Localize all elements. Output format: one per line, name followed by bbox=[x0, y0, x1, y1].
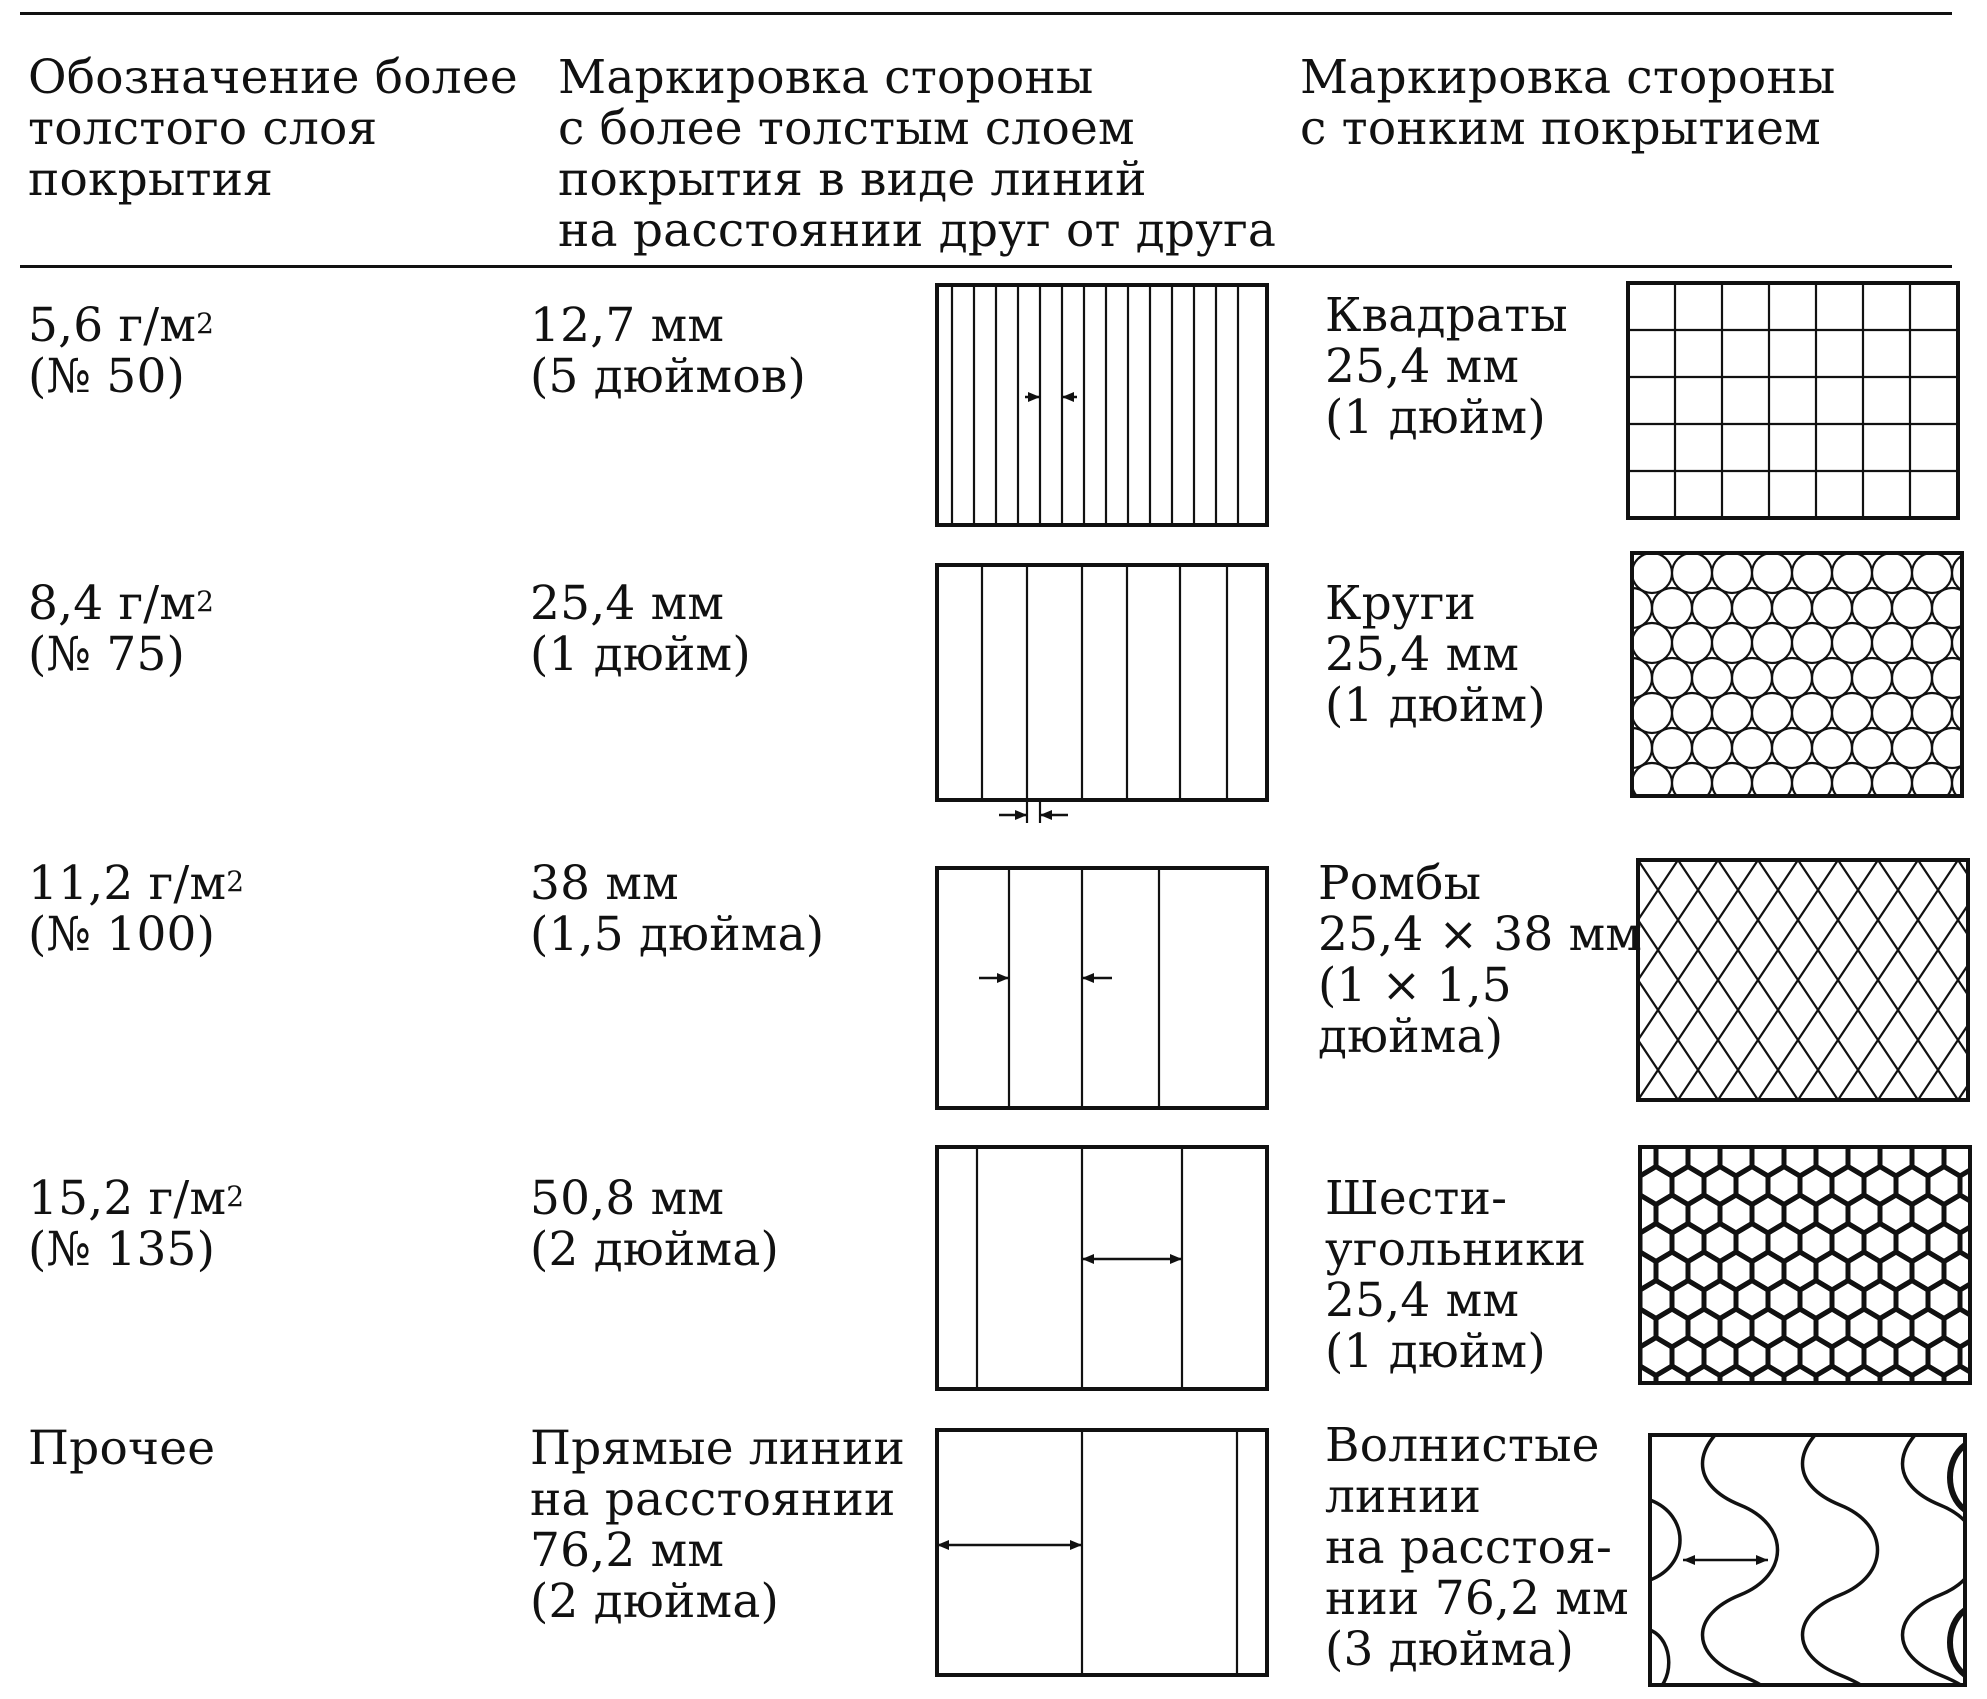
coating-weight: Прочее bbox=[28, 1421, 216, 1476]
thin-side-marking-label: Волнистые линии на расстоя- нии 76,2 мм (3 дюйма) bbox=[1325, 1418, 1629, 1677]
line-spacing: 38 мм (1,5 дюйма) bbox=[530, 856, 825, 962]
diamonds-pattern-icon bbox=[1638, 860, 1968, 1100]
thin-side-marking-label: Ромбы 25,4 × 38 мм (1 × 1,5 дюйма) bbox=[1318, 856, 1643, 1064]
header-coating-designation: Обозначение более толстого слоя покрытия bbox=[28, 50, 518, 207]
table-top-rule bbox=[20, 12, 1952, 15]
header-bottom-rule bbox=[20, 265, 1952, 268]
coating-number: (№ 50) bbox=[28, 349, 186, 404]
coating-weight: 8,4 $г/м^2$ bbox=[28, 576, 215, 631]
coating-number: (№ 75) bbox=[28, 627, 186, 682]
line-spacing: Прямые линии на расстоянии 76,2 мм (2 дюйма) bbox=[530, 1421, 906, 1629]
thin-side-marking-label: Квадраты 25,4 мм (1 дюйм) bbox=[1325, 288, 1568, 445]
vertical-lines-50-8mm-icon bbox=[937, 1147, 1267, 1389]
header-thin-side-marking: Маркировка стороны с тонким покрытием bbox=[1300, 50, 1836, 156]
circles-pattern-icon bbox=[1632, 553, 1962, 796]
hexagons-pattern-icon bbox=[1640, 1147, 1970, 1383]
vertical-lines-38mm-icon bbox=[937, 868, 1267, 1108]
vertical-lines-12-7mm-icon bbox=[937, 285, 1267, 525]
coating-weight: 15,2 $г/м^2$ bbox=[28, 1171, 245, 1226]
vertical-lines-76-2mm-icon bbox=[937, 1430, 1267, 1675]
header-thick-side-marking: Маркировка стороны с более толстым слоем покрытия в виде линий на расстоянии друг от друга bbox=[558, 50, 1277, 258]
thin-side-marking-label: Шести- угольники 25,4 мм (1 дюйм) bbox=[1325, 1171, 1587, 1379]
coating-number: (№ 100) bbox=[28, 907, 216, 962]
line-spacing: 12,7 мм (5 дюймов) bbox=[530, 298, 807, 404]
line-spacing: 25,4 мм (1 дюйм) bbox=[530, 576, 751, 682]
line-spacing: 50,8 мм (2 дюйма) bbox=[530, 1171, 780, 1277]
wavy-lines-pattern-icon bbox=[1650, 1435, 1965, 1685]
coating-weight: 11,2 $г/м^2$ bbox=[28, 856, 245, 911]
coating-number: (№ 135) bbox=[28, 1222, 216, 1277]
vertical-lines-25-4mm-icon bbox=[937, 565, 1267, 800]
coating-weight: 5,6 $г/м^2$ bbox=[28, 298, 215, 353]
squares-grid-icon bbox=[1628, 283, 1958, 518]
thin-side-marking-label: Круги 25,4 мм (1 дюйм) bbox=[1325, 576, 1546, 733]
